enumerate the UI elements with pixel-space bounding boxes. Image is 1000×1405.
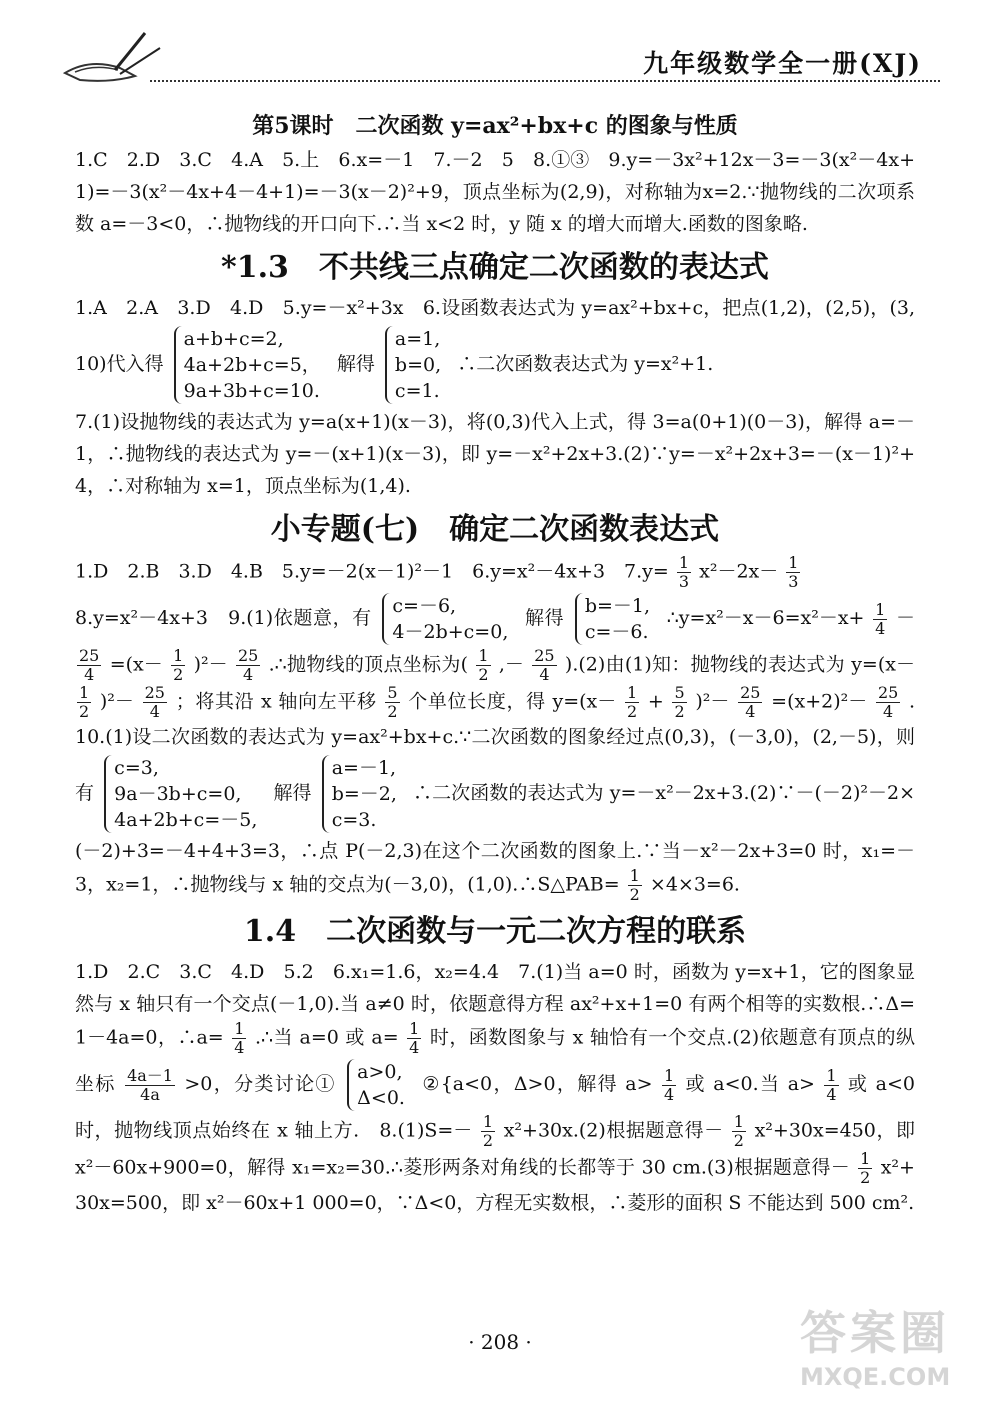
answers-1-3-q7: 7.(1)设抛物线的表达式为 y=a(x+1)(x－3)，将(0,3)代入上式，得 3=a(0+1)(0－3)，解得 a=－1，∴抛物线的表达式为 y=－(x+1)(x－3)，即 y=－x²+2x+3.(2)∵y=－x²+2x+3=－(x－1)²+4，∴对称轴为 x=1，顶点坐标为(1,4). bbox=[75, 411, 915, 497]
answers-topic7-q8-q10: 8.y=x²－4x+3 9.(1)依题意，有 c=－6, 4－2b+c=0, 解得 b=－1, c=－6. ∴y=x²－x－6=x²－x+ $\frac{1}{4}$ － $\frac{25}{4}$ =(x－ $\frac{1}{2}$ )²－ $\frac{25}{4}$ .∴抛物线的顶点坐标为( $\frac{1}{2}$ ,－ $\frac{25}{4}$ ).(2)由(1)知：抛物线的表达式为 y=(x－ $\frac{1}{2}$ )²－ $\frac{25}{4}$ ；将其沿 x 轴向左平移 $\frac{5}{2}$ 个单位长度，得 y=(x－ $\frac{1}{2}$ + $\frac{5}{2}$ )²－ $\frac{25}{4}$ =(x+2)²－ $\frac{25}{4}$ . 10.(1)设二次函数的表达式为 y=ax²+bx+c.∵二次函数的图象经过点(0,3)，(－3,0)，(2,－5)，则有 c=3, 9a－3b+c=0, 4a+2b+c=－5, 解得 a=－1, b=－2, c=3. ∴二次函数的表达式为 y=－x²－2x+3.(2)∵－(－2)²－2×(－2)+3=－4+4+3=3，∴点 P(－2,3)在这个二次函数的图象上.∵当－x²－2x+3=0 时，x₁=－3，x₂=1，∴抛物线与 x 轴的交点为(－3,0)，(1,0).∴S△PAB= $\frac{1}{2}$ ×4×3=6. bbox=[75, 595, 935, 904]
fraction: $\frac{5}{2}$ bbox=[387, 683, 398, 721]
fraction: $\frac{25}{4}$ bbox=[877, 683, 899, 721]
fraction: $\frac{25}{4}$ bbox=[237, 646, 259, 684]
section-title-1-4: 1.4 二次函数与一元二次方程的联系 bbox=[243, 914, 747, 949]
answer-content bbox=[75, 108, 935, 1219]
answers-1-3: 1.A 2.A 3.D 4.D 5.y=－x²+3x 6.设函数表达式为 y=ax²+bx+c，把点(1,2)，(2,5)，(3,10)代入得 a+b+c=2, 4a+2b+c=5， 9a+3b+c=10. 解得 a=1, b=0, c=1. ∴二次函数表达式为 y=x²+1. bbox=[75, 297, 915, 402]
section-title-1-3: *1.3 不共线三点确定二次函数的表达式 bbox=[221, 250, 769, 285]
section-title-topic7: 小专题(七) 确定二次函数表达式 bbox=[270, 512, 720, 547]
fraction: $\frac{25}{4}$ bbox=[79, 646, 100, 684]
fraction: $\frac{1}{2}$ bbox=[482, 1112, 494, 1150]
fraction: $\frac{1}{2}$ bbox=[629, 866, 640, 904]
watermark-logo: 答案圈 bbox=[800, 1306, 950, 1360]
answers-1-4: 1.D 2.C 3.C 4.D 5.2 6.x₁=1.6，x₂=4.4 7.(1)当 a=0 时，函数为 y=x+1，它的图象显然与 x 轴只有一个交点(－1,0).当 a≠0 时，依题意得方程 ax²+x+1=0 有两个相等的实数根.∴Δ=1－4a=0，∴a= $\frac{1}{4}$ .∴当 a=0 或 a= $\frac{1}{4}$ 时，函数图象与 x 轴恰有一个交点.(2)依题意有顶点的纵坐标 $\frac{4a-1}{4a}$ >0，分类讨论① a>0, Δ<0. ②{a<0，Δ>0，解得 a> $\frac{1}{4}$ 或 a<0.当 a> $\frac{1}{4}$ 或 a<0 时，抛物线顶点始终在 x 轴上方. 8.(1)S=－ $\frac{1}{2}$ x²+30x.(2)根据题意得－ $\frac{1}{2}$ x²+30x=450，即 x²－60x+900=0，解得 x₁=x₂=30.∴菱形两条对角线的长都等于 30 cm.(3)根据题意得－ $\frac{1}{2}$ x²+30x=500，即 x²－60x+1 000=0，∵Δ<0，方程无实数根，∴菱形的面积 S 不能达到 500 cm². bbox=[75, 961, 916, 1214]
fraction: $\frac{1}{2}$ bbox=[478, 646, 489, 684]
fraction: $\frac{25}{4}$ bbox=[534, 646, 555, 684]
equation-system: a=1, b=0, c=1. bbox=[385, 326, 447, 404]
book-title: 九年级数学全一册(XJ) bbox=[643, 49, 922, 78]
page-header bbox=[60, 28, 940, 88]
fraction: $\frac{1}{4}$ bbox=[875, 599, 886, 638]
equation-system: b=－1, c=－6. bbox=[575, 593, 656, 645]
page-number: · 208 · bbox=[468, 1330, 532, 1354]
fraction: $\frac{4a-1}{4a}$ bbox=[127, 1065, 173, 1104]
fraction: $\frac{1}{2}$ bbox=[860, 1149, 871, 1187]
pen-notebook-icon bbox=[60, 28, 170, 88]
watermark-url: MXQE.COM bbox=[800, 1363, 951, 1391]
equation-system: a+b+c=2, 4a+2b+c=5， 9a+3b+c=10. bbox=[174, 326, 327, 404]
answers-lesson5: 1.C 2.D 3.C 4.A 5.上 6.x=－1 7.－2 5 8.①③ 9.y=－3x²+12x－3=－3(x²－4x+1)=－3(x²－4x+4－4+1)=－3(x－2)²+9，顶点坐标为(2,9)，对称轴为x=2.∵抛物线的二次项系数 a=－3<0，∴抛物线的开口向下.∴当 x<2 时，y 随 x 的增大而增大.函数的图象略. bbox=[75, 149, 915, 235]
fraction: $\frac{1}{2}$ bbox=[626, 683, 638, 721]
fraction: $\frac{1}{4}$ bbox=[409, 1019, 420, 1057]
equation-system: a>0, Δ<0. bbox=[347, 1059, 411, 1111]
fraction: $\frac{1}{4}$ bbox=[234, 1019, 245, 1057]
fraction: $\frac{1}{2}$ bbox=[79, 683, 90, 721]
equation-system: a=－1, b=－2, c=3. bbox=[322, 755, 403, 833]
fraction: $\frac{1}{4}$ bbox=[826, 1065, 837, 1104]
fraction: $\frac{1}{3}$ bbox=[788, 553, 799, 591]
fraction: $\frac{25}{4}$ bbox=[740, 683, 761, 721]
watermark bbox=[800, 1297, 970, 1391]
fraction: $\frac{1}{3}$ bbox=[678, 553, 690, 591]
equation-system: c=3, 9a－3b+c=0, 4a+2b+c=－5, bbox=[104, 755, 263, 833]
fraction: $\frac{1}{2}$ bbox=[733, 1112, 744, 1150]
header-divider bbox=[150, 80, 940, 82]
fraction: $\frac{1}{2}$ bbox=[173, 646, 184, 684]
equation-system: c=－6, 4－2b+c=0, bbox=[382, 593, 514, 645]
answers-topic7: 1.D 2.B 3.D 4.B 5.y=－2(x－1)²－1 6.y=x²－4x+3 7.y= $\frac{1}{3}$ x²－2x－ $\frac{1}{3}$ bbox=[75, 553, 799, 591]
fraction: $\frac{25}{4}$ bbox=[144, 683, 165, 721]
fraction: $\frac{5}{2}$ bbox=[674, 683, 685, 721]
section-title-lesson5: 第5课时 二次函数 y=ax²+bx+c 的图象与性质 bbox=[252, 113, 738, 139]
fraction: $\frac{1}{4}$ bbox=[663, 1065, 675, 1104]
